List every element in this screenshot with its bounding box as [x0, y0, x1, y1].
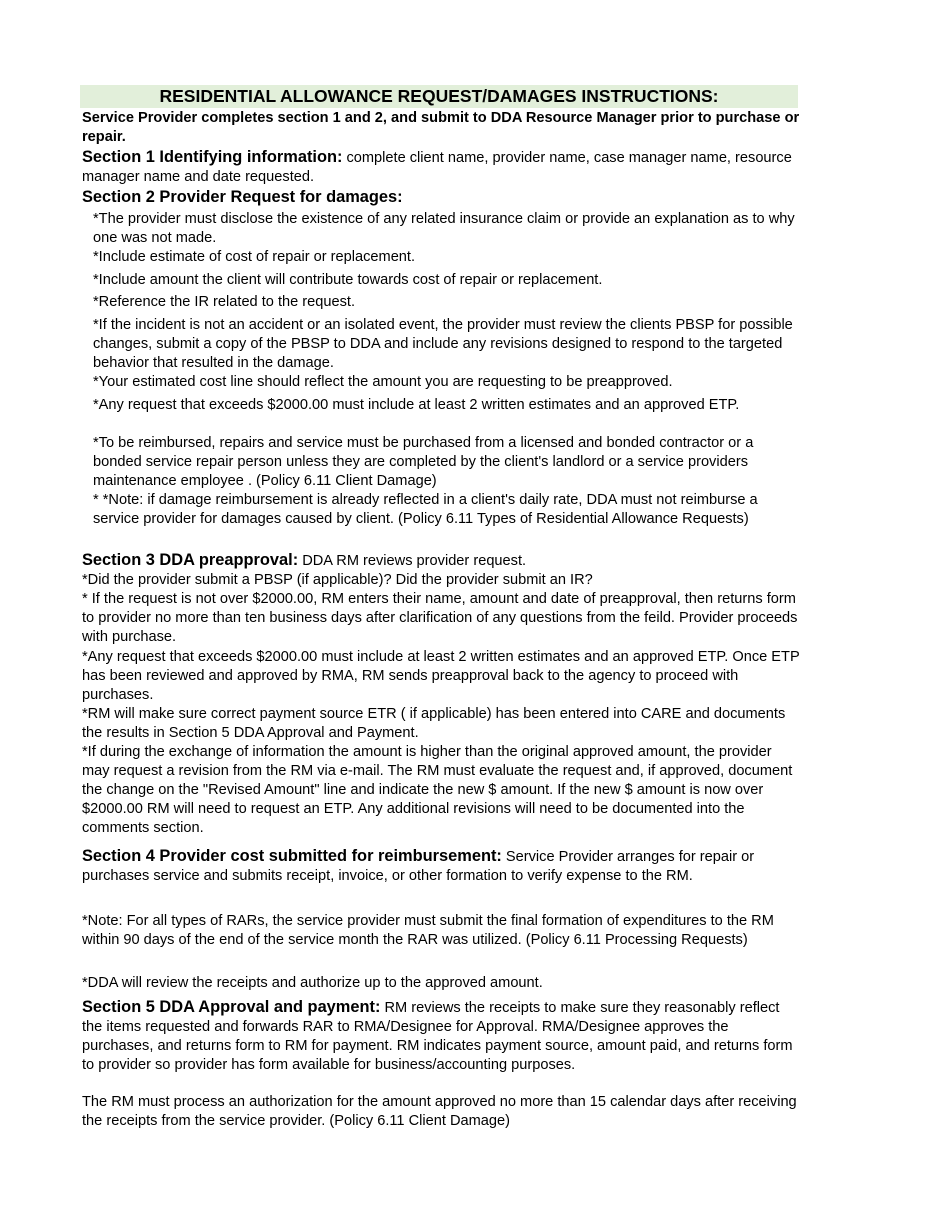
section5-heading: Section 5 DDA Approval and payment: — [82, 998, 381, 1016]
section4-paragraph — [82, 847, 802, 886]
section3-item-not-over-2000: * If the request is not over $2000.00, RM enters their name, amount and date of preapproval, then returns form to provider no more than ten business days after clarification of any questions from the feild. Provider proceeds with purchase. — [82, 591, 798, 645]
section1-paragraph — [82, 148, 802, 187]
section2-item-ir-reference: *Reference the IR related to the request. — [93, 294, 356, 310]
section5-paragraph — [82, 998, 802, 1075]
section3-item-revision: *If during the exchange of information the amount is higher than the original approved amount, the provider may request a revision from the RM via e-mail. The RM must evaluate the request and, if approved, document the change on the "Revised Amount" line and indicate the new $ amount. If the new $ amount is now over $2000.00 RM will need to request an ETP. Any additional revisions will need to be documented into the comments section. — [82, 744, 793, 836]
section2-item-estimate: *Include estimate of cost of repair or replacement. — [93, 249, 416, 265]
section2-item-insurance: *The provider must disclose the existence of any related insurance claim or provide an explanation as to why one was not made. — [93, 211, 795, 246]
section5-text: RM reviews the receipts to make sure they reasonably reflect the items requested and forwards RAR to RMA/Designee for Approval. RMA/Designee approves the purchases, and returns form to RM for payment. RM indicates payment source, amount paid, and returns form to provider so provider has form available for business/accounting purposes. — [82, 1000, 793, 1073]
intro-instruction: Service Provider completes section 1 and 2, and submit to DDA Resource Manager prior to purchase or repair. — [82, 110, 800, 145]
section2-item-exceeds-2000: *Any request that exceeds $2000.00 must include at least 2 written estimates and an approved ETP. — [93, 397, 740, 413]
document-title: RESIDENTIAL ALLOWANCE REQUEST/DAMAGES INSTRUCTIONS: — [159, 86, 719, 106]
section3-item-exceeds-2000: *Any request that exceeds $2000.00 must include at least 2 written estimates and an approved ETP. Once ETP has been reviewed and approved by RMA, RM sends preapproval back to the agency to proceed with purchases. — [82, 649, 800, 703]
section2-item-daily-rate-note: * *Note: if damage reimbursement is already reflected in a client's daily rate, DDA must not reimburse a service provider for damages caused by client. (Policy 6.11 Types of Residential Allowance Requests) — [93, 492, 758, 527]
section4-heading: Section 4 Provider cost submitted for reimbursement: — [82, 847, 502, 865]
section2-item-pbsp: *If the incident is not an accident or an isolated event, the provider must review the clients PBSP for possible changes, submit a copy of the PBSP to DDA and include any revisions designed to respond to the targeted behavior that resulted in the damage. — [93, 317, 793, 371]
section3-paragraph — [82, 551, 802, 571]
section3-text: DDA RM reviews provider request. — [298, 553, 527, 569]
section2-item-estimated-cost: *Your estimated cost line should reflect the amount you are requesting to be preapproved. — [93, 374, 673, 390]
section5-closing: The RM must process an authorization for the amount approved no more than 15 calendar days after receiving the receipts from the service provider. (Policy 6.11 Client Damage) — [82, 1094, 797, 1129]
section1-text: complete client name, provider name, case manager name, resource manager name and date requested. — [82, 150, 792, 185]
section4-text: Service Provider arranges for repair or purchases service and submits receipt, invoice, or other formation to verify expense to the RM. — [82, 849, 755, 884]
section2-item-reimbursement: *To be reimbursed, repairs and service must be purchased from a licensed and bonded contractor or a bonded service repair person unless they are completed by the client's landlord or a service providers maintenance employee . (Policy 6.11 Client Damage) — [93, 435, 754, 489]
section4-item-review-receipts: *DDA will review the receipts and authorize up to the approved amount. — [82, 975, 543, 991]
section2-heading: Section 2 Provider Request for damages: — [82, 188, 403, 206]
section3-heading: Section 3 DDA preapproval: — [82, 551, 299, 569]
section4-item-90-days: *Note: For all types of RARs, the service provider must submit the final formation of expenditures to the RM within 90 days of the end of the service month the RAR was utilized. (Policy 6.11 Processing Requests) — [82, 913, 774, 948]
section2-paragraph — [82, 188, 802, 208]
section1-heading: Section 1 Identifying information: — [82, 148, 343, 166]
section3-item-payment-source: *RM will make sure correct payment source ETR ( if applicable) has been entered into CARE and documents the results in Section 5 DDA Approval and Payment. — [82, 706, 786, 741]
section2-item-client-contribution: *Include amount the client will contribute towards cost of repair or replacement. — [93, 272, 603, 288]
section3-item-pbsp-ir: *Did the provider submit a PBSP (if applicable)? Did the provider submit an IR? — [82, 572, 593, 588]
